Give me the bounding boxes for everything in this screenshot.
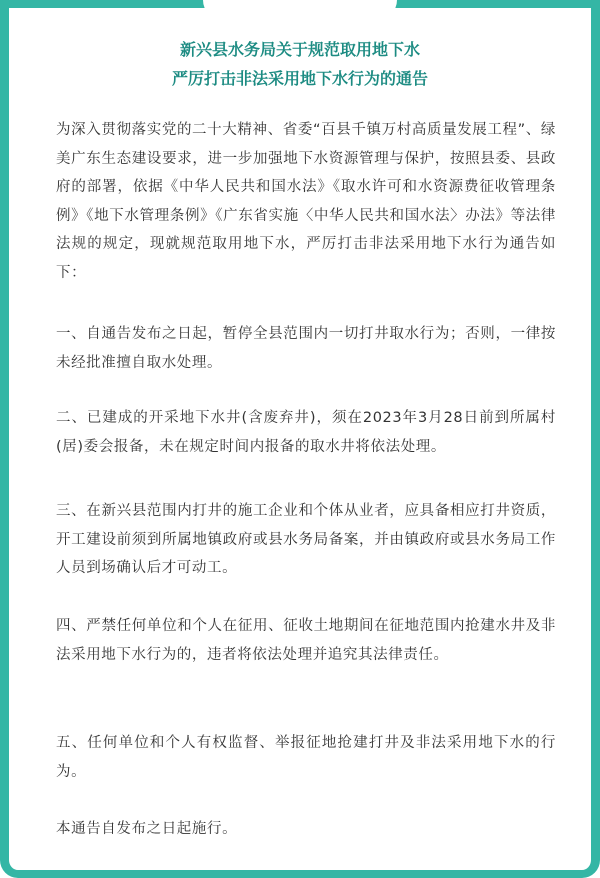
notice-item-1: 一、自通告发布之日起，暂停全县范围内一切打井取水行为；否则，一律按未经批准擅自取水处理。 bbox=[56, 326, 556, 371]
frame-top-notch bbox=[203, 0, 397, 20]
closing-paragraph: 本通告自发布之日起施行。 bbox=[56, 821, 238, 837]
notice-title-line-2: 严厉打击非法采用地下水行为的通告 bbox=[171, 69, 428, 88]
notice-item-5: 五、任何单位和个人有权监督、举报征地抢建打井及非法采用地下水的行为。 bbox=[56, 735, 556, 780]
notice-title bbox=[26, 35, 574, 93]
notice-item-3: 三、在新兴县范围内打井的施工企业和个体从业者，应具备相应打井资质，开工建设前须到所属地镇政府或县水务局备案，并由镇政府或县水务局工作人员到场确认后才可动工。 bbox=[56, 503, 556, 576]
notice-title-line-1: 新兴县水务局关于规范取用地下水 bbox=[179, 40, 420, 59]
intro-paragraph: 为深入贯彻落实党的二十大精神、省委“百县千镇万村高质量发展工程”、绿美广东生态建设要求，进一步加强地下水资源管理与保护，按照县委、县政府的部署，依据《中华人民共和国水法》《取水许可和水资源费征收管理条例》《地下水管理条例》《广东省实施〈中华人民共和国水法〉办法》等法律法规的规定，现就规范取用地下水，严厉打击非法采用地下水行为通告如下： bbox=[56, 122, 556, 281]
notice-item-2: 二、已建成的开采地下水井(含废弃井)，须在2023年3月28日前到所属村(居)委会报备，未在规定时间内报备的取水井将依法处理。 bbox=[56, 410, 556, 455]
notice-item-4: 四、严禁任何单位和个人在征用、征收土地期间在征地范围内抢建水井及非法采用地下水行为的，违者将依法处理并追究其法律责任。 bbox=[56, 618, 556, 663]
